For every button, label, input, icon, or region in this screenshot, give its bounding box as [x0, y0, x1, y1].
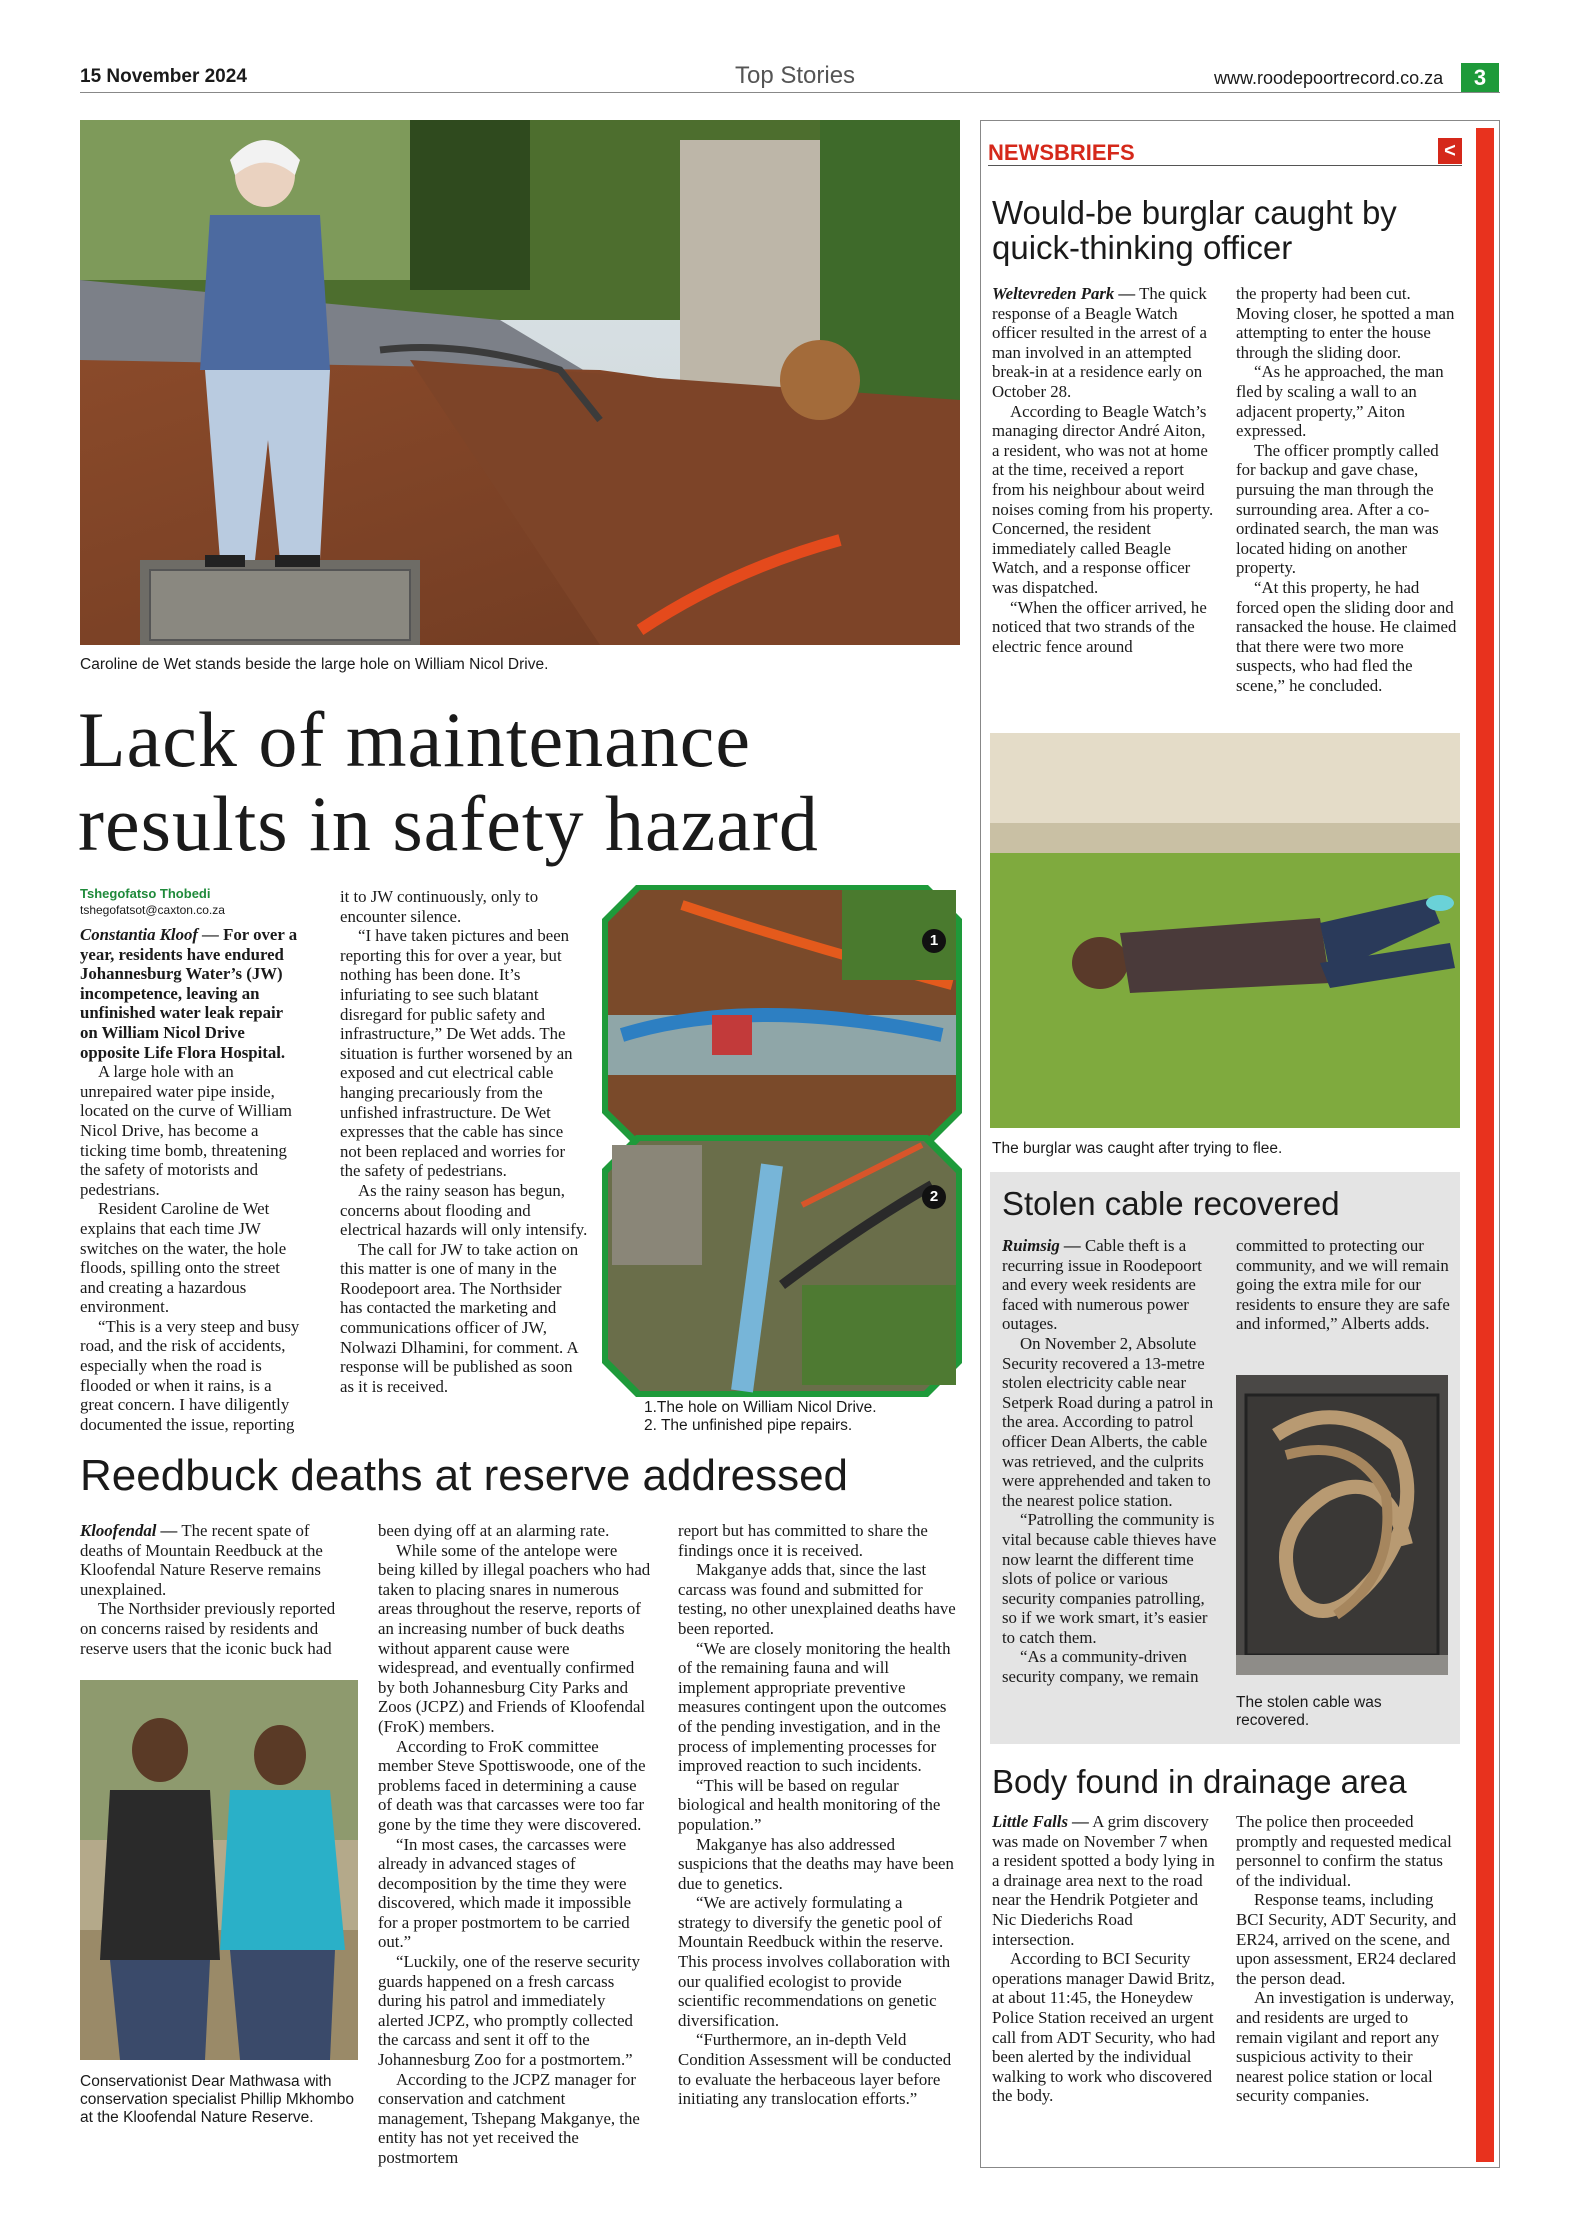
- burglar-headline-line1: Would-be burglar caught by: [992, 194, 1397, 231]
- cable-col2: [1236, 1236, 1450, 1334]
- paragraph: While some of the antelope were being killed by illegal poachers who had taken to placing snares in numerous areas throughout the reserve, reports of an increasing number of buck deaths without apparent cause were widespread, and eventually confirmed by both Johannesburg City Parks and Zoos (JCPZ) and Friends of Kloofendal (FroK) members.: [378, 1540, 651, 1736]
- paragraph: [80, 925, 302, 1062]
- main-headline: [78, 698, 978, 866]
- newsbriefs-red-strip: [1476, 128, 1494, 2162]
- paragraph: “As he approached, the man fled by scaling a wall to an adjacent property,” Aiton expressed.: [1236, 362, 1444, 441]
- paragraph: An investigation is underway, and residents are urged to remain vigilant and report any suspicious activity to their nearest police station or local security companies.: [1236, 1988, 1455, 2106]
- inset-number-2: 2: [922, 1185, 946, 1209]
- section-name: Top Stories: [735, 62, 856, 89]
- newsbriefs-rule: [988, 165, 1462, 166]
- inset-caption-1: 1.The hole on William Nicol Drive.: [644, 1399, 877, 1416]
- main-article-col1: [80, 925, 302, 1434]
- paragraph: [80, 1521, 350, 1599]
- paragraph: “We are actively formulating a strategy to diversify the genetic pool of Mountain Reedbuck within the reserve. This process involves collaboration with our qualified ecologist to provide scientific recommendations on genetic diversification.: [678, 1893, 951, 2030]
- dateline: Weltevreden Park —: [992, 284, 1136, 303]
- paragraph: The police then proceeded promptly and requested medical personnel to confirm the status of the individual.: [1236, 1812, 1452, 1890]
- reedbuck-col3: [678, 1521, 958, 2109]
- paragraph: Response teams, including BCI Security, ADT Security, and ER24, arrived on the scene, and upon assessment, ER24 declared the person dead.: [1236, 1890, 1457, 1988]
- paragraph-text: The quick response of a Beagle Watch officer resulted in the arrest of a man involved in an attempted break-in at a residence early on October 28.: [992, 284, 1207, 401]
- body-headline: Body found in drainage area: [992, 1763, 1407, 1800]
- inset-number-1: 1: [922, 929, 946, 953]
- paragraph: report but has committed to share the findings once it is received.: [678, 1521, 928, 1560]
- paragraph: According to FroK committee member Steve Spottiswoode, one of the problems faced in determining a cause of death was that carcasses were too far gone by the time they were discovered.: [378, 1736, 646, 1834]
- issue-date: 15 November 2024: [80, 66, 247, 87]
- paragraph: “I have taken pictures and been reporting this for over a year, but nothing has been done. It’s infuriating to see such blatant disregard for public safety and infrastructure,” De Wet adds. The situation is further worsened by an exposed and cut electrical cable hanging precariously from the unfished infrastructure. De Wet expresses that the cable has since not been replaced and worries for the safety of pedestrians.: [340, 926, 573, 1181]
- paragraph: the property had been cut. Moving closer, he spotted a man attempting to enter the house through the sliding door.: [1236, 284, 1455, 362]
- inset-photos: [602, 885, 962, 1397]
- paragraph: The Northsider previously reported on concerns raised by residents and reserve users that the iconic buck had: [80, 1599, 336, 1658]
- cable-photo: [1236, 1375, 1448, 1675]
- dateline: Kloofendal —: [80, 1521, 178, 1540]
- paragraph-text: The recent spate of deaths of Mountain Reedbuck at the Kloofendal Nature Reserve remains unexplained.: [80, 1521, 323, 1599]
- paragraph: The call for JW to take action on this matter is one of many in the Roodepoort area. The Northsider has contacted the marketing and communications officer of JW, Nolwazi Dlhamini, for comment. A response will be published as soon as it is received.: [340, 1239, 579, 1396]
- dateline: Constantia Kloof —: [80, 925, 219, 944]
- paragraph: “Furthermore, an in-depth Veld Condition Assessment will be conducted to evaluate the herbaceous layer before initiating any translocation efforts.”: [678, 2030, 952, 2109]
- body-col1: [992, 1812, 1217, 2106]
- reedbuck-col2: [378, 1521, 654, 2168]
- reedbuck-photo-caption: Conservationist Dear Mathwasa with conservation specialist Phillip Mkhombo at the Kloofendal Nature Reserve.: [80, 2073, 354, 2126]
- header-rule: [80, 92, 1500, 93]
- reedbuck-photo: [80, 1680, 358, 2060]
- main-article-col2: [340, 887, 588, 1396]
- paragraph: The officer promptly called for backup and gave chase, pursuing the man through the surrounding area. After a co-ordinated search, the man was located hiding on another property.: [1236, 440, 1439, 578]
- lead-text: For over a year, residents have endured Johannesburg Water’s (JW) incompetence, leaving an unfinished water leak repair on William Nicol Drive opposite Life Flora Hospital.: [80, 925, 298, 1062]
- paragraph: As the rainy season has begun, concerns about flooding and electrical hazards will only intensify.: [340, 1180, 588, 1240]
- byline-name: Tshegofatso Thobedi: [80, 886, 211, 901]
- paragraph: “In most cases, the carcasses were already in advanced stages of decomposition by the time they were discovered, which made it impossible for a proper postmortem to be carried out.”: [378, 1834, 632, 1952]
- cable-headline: Stolen cable recovered: [1002, 1185, 1340, 1222]
- burglar-headline: [992, 195, 1462, 265]
- main-headline-line1: Lack of maintenance: [78, 696, 751, 783]
- inset-caption: [644, 1399, 964, 1435]
- paragraph: “At this property, he had forced open the sliding door and ransacked the house. He claimed that there were two more suspects, who had fled the scene,” he concluded.: [1236, 577, 1457, 695]
- chevron-left-icon: <: [1438, 138, 1462, 164]
- dateline: Little Falls —: [992, 1812, 1089, 1831]
- reedbuck-col1: [80, 1521, 350, 1658]
- body-col2: [1236, 1812, 1458, 2106]
- burglar-col1: [992, 284, 1215, 656]
- paragraph: [992, 1812, 1217, 1949]
- main-photo-caption: Caroline de Wet stands beside the large hole on William Nicol Drive.: [80, 656, 549, 673]
- burglar-headline-line2: quick-thinking officer: [992, 229, 1293, 266]
- paragraph: According to Beagle Watch’s managing director André Aiton, a resident, who was not at home at the time, received a report from his neighbour about weird noises coming from his property. Concerned, the resident immediately called Beagle Watch, and a response officer was dispatched.: [992, 401, 1214, 597]
- paragraph: According to the JCPZ manager for conservation and catchment management, Tshepang Makganye, the entity has not yet received the postmortem: [378, 2069, 640, 2167]
- paragraph: it to JW continuously, only to encounter silence.: [340, 887, 539, 926]
- cable-col1: [1002, 1236, 1220, 1687]
- dateline: Ruimsig —: [1002, 1236, 1081, 1255]
- paragraph: committed to protecting our community, and we will remain going the extra mile for our residents to ensure they are safe and informed,” Alberts adds.: [1236, 1236, 1450, 1334]
- paragraph: “Luckily, one of the reserve security guards happened on a fresh carcass during his patrol and immediately alerted JCPZ, who promptly collected the carcass and sent it off to the Johannesburg Zoo for a postmortem.”: [378, 1952, 640, 2070]
- paragraph: According to BCI Security operations manager Dawid Britz, at about 11:45, the Honeydew Police Station received an urgent call from ADT Security, who had been alerted by the individual walking to work who discovered the body.: [992, 1949, 1216, 2106]
- paragraph: “When the officer arrived, he noticed that two strands of the electric fence around: [992, 597, 1207, 656]
- paragraph: [1002, 1236, 1220, 1334]
- inset-caption-2: 2. The unfinished pipe repairs.: [644, 1417, 853, 1434]
- paragraph-text: A grim discovery was made on November 7 when a resident spotted a body lying in a drainage area next to the road near the Hendrik Potgieter and Nic Diederichs Road intersection.: [992, 1812, 1215, 1949]
- paragraph: Makganye adds that, since the last carcass was found and submitted for testing, no other unexplained deaths have been reported.: [678, 1560, 956, 1638]
- paragraph: Makganye has also addressed suspicions that the deaths may have been due to genetics.: [678, 1834, 954, 1893]
- burglar-col2: [1236, 284, 1458, 695]
- paragraph: “As a community-driven security company, we remain: [1002, 1647, 1199, 1687]
- reedbuck-headline: Reedbuck deaths at reserve addressed: [80, 1451, 849, 1500]
- burglar-photo-caption: The burglar was caught after trying to flee.: [992, 1140, 1283, 1157]
- site-url[interactable]: www.roodepoortrecord.co.za: [1214, 68, 1444, 88]
- cable-photo-caption: The stolen cable was recovered.: [1236, 1694, 1382, 1729]
- paragraph-text: Cable theft is a recurring issue in Roodepoort and every week residents are faced with numerous power outages.: [1002, 1236, 1202, 1334]
- paragraph: “Patrolling the community is vital because cable thieves have now learnt the different time slots of police or various security companies patrolling, so if we work smart, it’s easier to catch them.: [1002, 1510, 1217, 1647]
- paragraph: A large hole with an unrepaired water pipe inside, located on the curve of William Nicol Drive, has become a ticking time bomb, threatening the safety of motorists and pedestrians.: [80, 1062, 292, 1199]
- paragraph: “This is a very steep and busy road, and the risk of accidents, especially when the road is flooded or when it rains, is a great concern. I have diligently documented the issue, reporting: [80, 1316, 300, 1434]
- page-number: 3: [1461, 63, 1499, 93]
- paragraph: “This will be based on regular biological and health monitoring of the population.”: [678, 1775, 941, 1834]
- main-headline-line2: results in safety hazard: [78, 780, 819, 867]
- paragraph: Resident Caroline de Wet explains that each time JW switches on the water, the hole floods, spilling onto the street and creating a hazardous environment.: [80, 1199, 287, 1317]
- newsbriefs-label: NEWSBRIEFS: [988, 140, 1135, 165]
- paragraph: [992, 284, 1215, 402]
- paragraph: been dying off at an alarming rate.: [378, 1521, 610, 1540]
- paragraph: On November 2, Absolute Security recovered a 13-metre stolen electricity cable near Setperk Road during a patrol in the area. According to patrol officer Dean Alberts, the cable was retrieved, and the culprits were apprehended and taken to the nearest police station.: [1002, 1333, 1214, 1510]
- main-photo: [80, 120, 960, 645]
- paragraph: “We are closely monitoring the health of the remaining fauna and will implement appropriate preventive measures contingent upon the outcomes of the pending investigation, and in the process of implementing processes for improved reaction to such incidents.: [678, 1638, 951, 1776]
- burglar-photo: [990, 733, 1460, 1128]
- byline-email[interactable]: tshegofatsot@caxton.co.za: [80, 903, 225, 917]
